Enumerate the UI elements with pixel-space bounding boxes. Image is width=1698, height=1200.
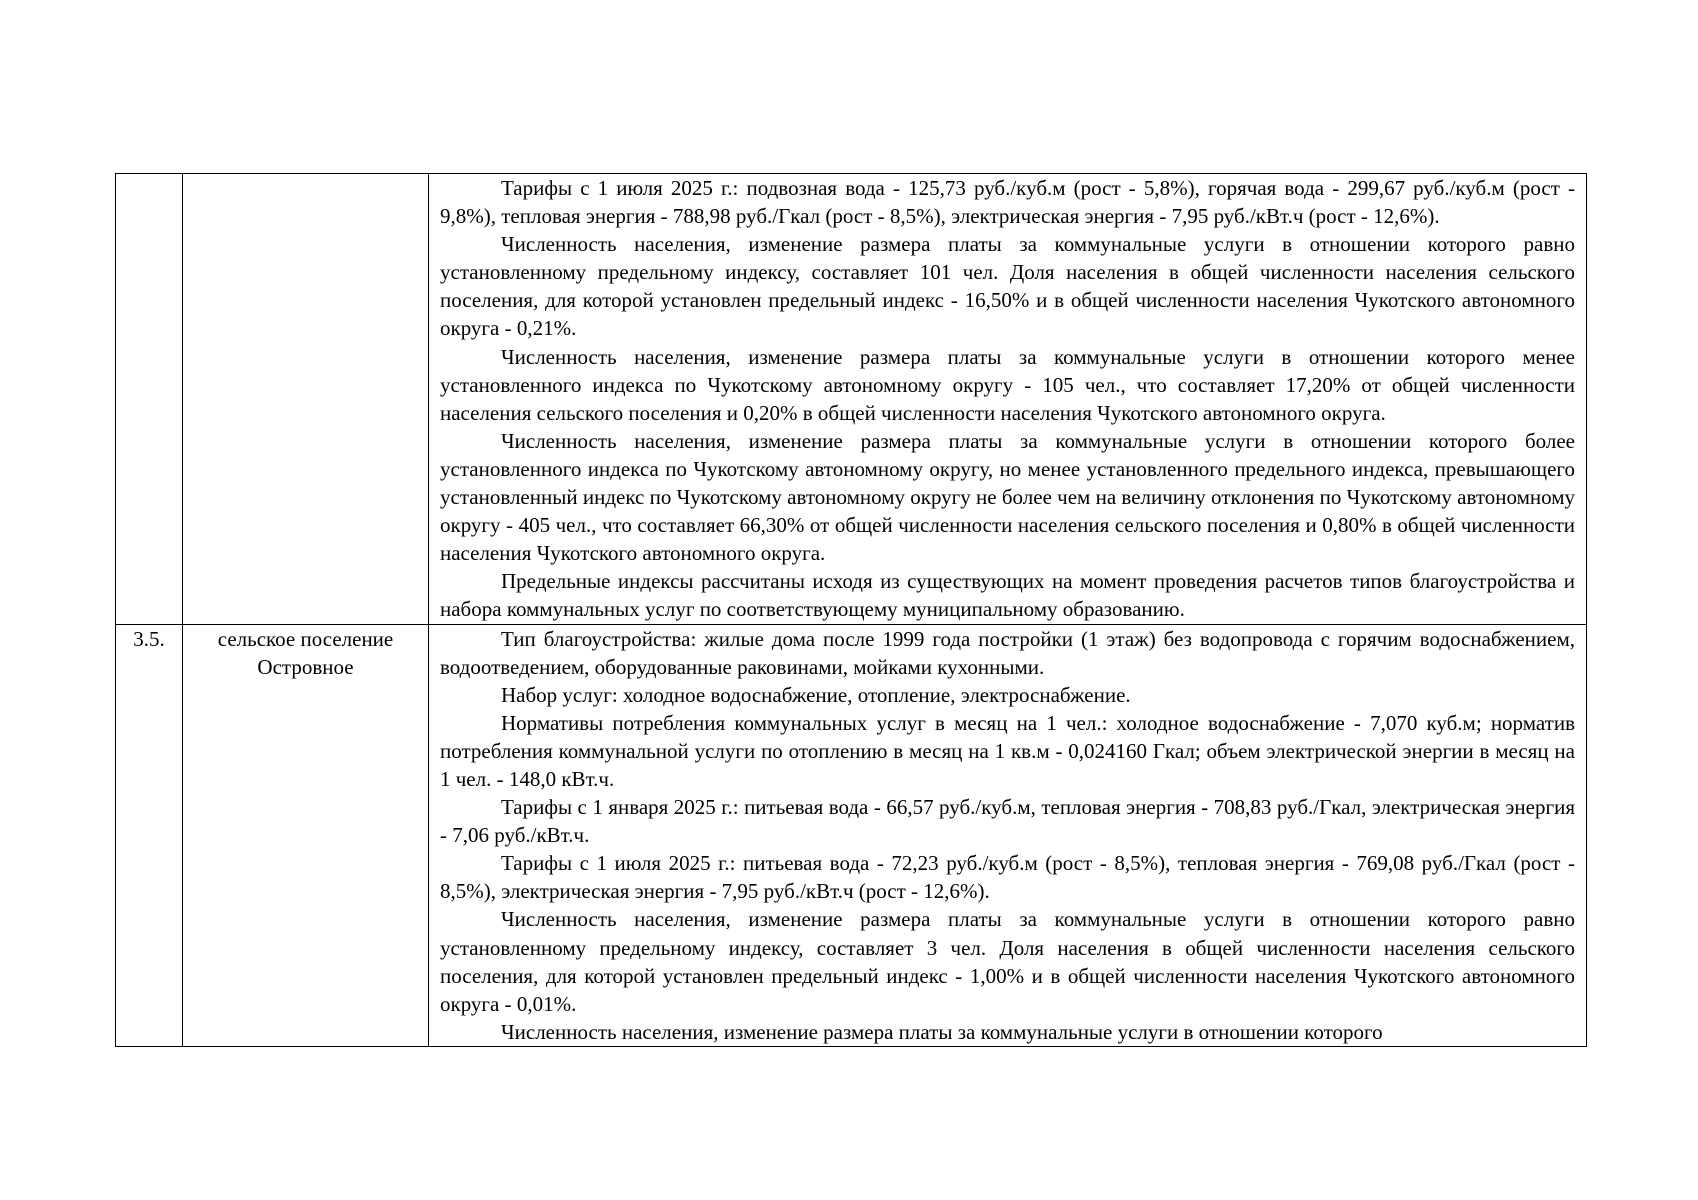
paragraph: Тарифы с 1 июля 2025 г.: подвозная вода - 125,73 руб./куб.м (рост - 5,8%), горячая вода - 299,67 руб./куб.м (рост - 9,8%), тепловая энергия - 788,98 руб./Гкал (рост - 8,5%), электрическая энергия - 7,95 руб./кВт.ч (рост - 12,6%). xyxy=(440,176,1575,229)
paragraph: Тарифы с 1 июля 2025 г.: питьевая вода - 72,23 руб./куб.м (рост - 8,5%), тепловая энергия - 769,08 руб./Гкал (рост - 8,5%), электрическая энергия - 7,95 руб./кВт.ч (рост - 12,6%). xyxy=(440,851,1575,904)
paragraph: Тип благоустройства: жилые дома после 1999 года постройки (1 этаж) без водопровода с горячим водоснабжением, водоотведением, оборудованные раковинами, мойками кухонными. xyxy=(440,626,1575,679)
table-row xyxy=(116,174,1587,625)
paragraph: Предельные индексы рассчитаны исходя из существующих на момент проведения расчетов типов благоустройства и набора коммунальных услуг по соответствующему муниципальному образованию. xyxy=(440,569,1575,622)
paragraph: Численность населения, изменение размера платы за коммунальные услуги в отношении которого более установленного индекса по Чукотскому автономному округу, но менее установленного предельного индекса, превышающего установленный индекс по Чукотскому автономному округу не более чем на величину отклонения по Чукотскому автономному округу - 405 чел., что составляет 66,30% от общей численности населения сельского поселения и 0,80% в общей численности населения Чукотского автономного округа. xyxy=(440,428,1575,566)
description-cell xyxy=(429,624,1587,1046)
paragraph: Численность населения, изменение размера платы за коммунальные услуги в отношении которого xyxy=(501,1019,1383,1044)
paragraph: Численность населения, изменение размера платы за коммунальные услуги в отношении которого менее установленного индекса по Чукотскому автономному округу - 105 чел., что составляет 17,20% от общей численности населения сельского поселения и 0,20% в общей численности населения Чукотского автономного округа. xyxy=(440,344,1575,425)
paragraph: Тарифы с 1 января 2025 г.: питьевая вода - 66,57 руб./куб.м, тепловая энергия - 708,83 руб./Гкал, электрическая энергия - 7,06 руб./кВт.ч. xyxy=(440,795,1575,848)
settlement-name-cell xyxy=(183,624,429,1046)
paragraph: Нормативы потребления коммунальных услуг в месяц на 1 чел.: холодное водоснабжение - 7,070 куб.м; норматив потребления коммунальной услуги по отоплению в месяц на 1 кв.м - 0,024160 Гкал; объем электрической энергии в месяц на 1 чел. - 148,0 кВт.ч. xyxy=(440,710,1575,791)
paragraph: Набор услуг: холодное водоснабжение, отопление, электроснабжение. xyxy=(501,682,1131,707)
settlement-name: сельское поселение Островное xyxy=(217,626,394,679)
paragraph: Численность населения, изменение размера платы за коммунальные услуги в отношении которого равно установленному предельному индексу, составляет 3 чел. Доля населения в общей численности населения сельского поселения, для которой установлен предельный индекс - 1,00% и в общей численности населения Чукотского автономного округа - 0,01%. xyxy=(440,907,1575,1016)
tariff-table xyxy=(115,173,1587,1047)
row-number-cell xyxy=(116,174,183,625)
settlement-name-cell xyxy=(183,174,429,625)
table-row xyxy=(116,624,1587,1046)
row-number-cell: 3.5. xyxy=(116,624,183,1046)
description-cell xyxy=(429,174,1587,625)
paragraph: Численность населения, изменение размера платы за коммунальные услуги в отношении которого равно установленному предельному индексу, составляет 101 чел. Доля населения в общей численности населения сельского поселения, для которой установлен предельный индекс - 16,50% и в общей численности населения Чукотского автономного округа - 0,21%. xyxy=(440,232,1575,341)
